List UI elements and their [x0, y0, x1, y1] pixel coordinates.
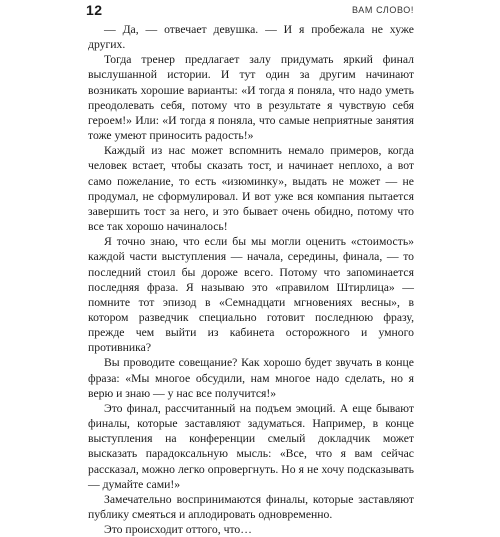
paragraph: Каждый из нас может вспомнить немало примеров, когда человек встает, чтобы сказать тост, и начинает неплохо, а вот само пожелание, то есть «изюминку», выдать не может — не продумал, не сформулировал. И вот уже вся компания пытается завершить тост за него, и это бывает очень обидно, потому что все так хорошо начиналось!: [88, 144, 414, 234]
running-head: ВАМ СЛОВО!: [351, 5, 414, 15]
page-number: 12: [86, 2, 103, 18]
paragraph: Тогда тренер предлагает залу придумать яркий финал выслушанной истории. И тут один за другим начинают возникать хорошие варианты: «И тогда я поняла, что надо уметь преодолевать себя, потому что в результате я чувствую себя героем!» Или: «И тогда я поняла, что самые неприятные занятия тоже умеют приносить радость!»: [88, 53, 414, 143]
body-text: [88, 22, 414, 537]
page-header: [86, 2, 414, 18]
paragraph: Замечательно воспринимаются финалы, которые заставляют публику смеяться и аплодировать одновременно.: [88, 492, 414, 521]
paragraph: Это финал, рассчитанный на подъем эмоций. А еще бывают финалы, которые заставляют задуматься. Например, в конце выступления на конференции смелый докладчик может высказать парадоксальную мысль: «Все, что я вам сейчас рассказал, можно легко опровергнуть. Но я не хочу подсказывать — думайте сами!»: [88, 401, 414, 491]
paragraph: Это происходит оттого, что…: [104, 523, 252, 537]
paragraph: — Да, — отвечает девушка. — И я пробежала не хуже других.: [88, 23, 414, 52]
paragraph: Я точно знаю, что если бы мы могли оценить «стоимость» каждой части выступления — начала, середины, финала, — то последний стоил бы дороже всего. Потому что запоминается последняя фраза. Я называю это «правилом Штирлица» — помните тот эпизод в «Семнадцати мгновениях весны», в котором разведчик специально готовит последнюю фразу, прежде чем выйти из кабинета осторожного и умного противника?: [88, 235, 414, 355]
paragraph: Вы проводите совещание? Как хорошо будет звучать в конце фраза: «Мы многое обсудили, нам многое надо сделать, но я верю и знаю — у нас все получится!»: [88, 356, 414, 400]
